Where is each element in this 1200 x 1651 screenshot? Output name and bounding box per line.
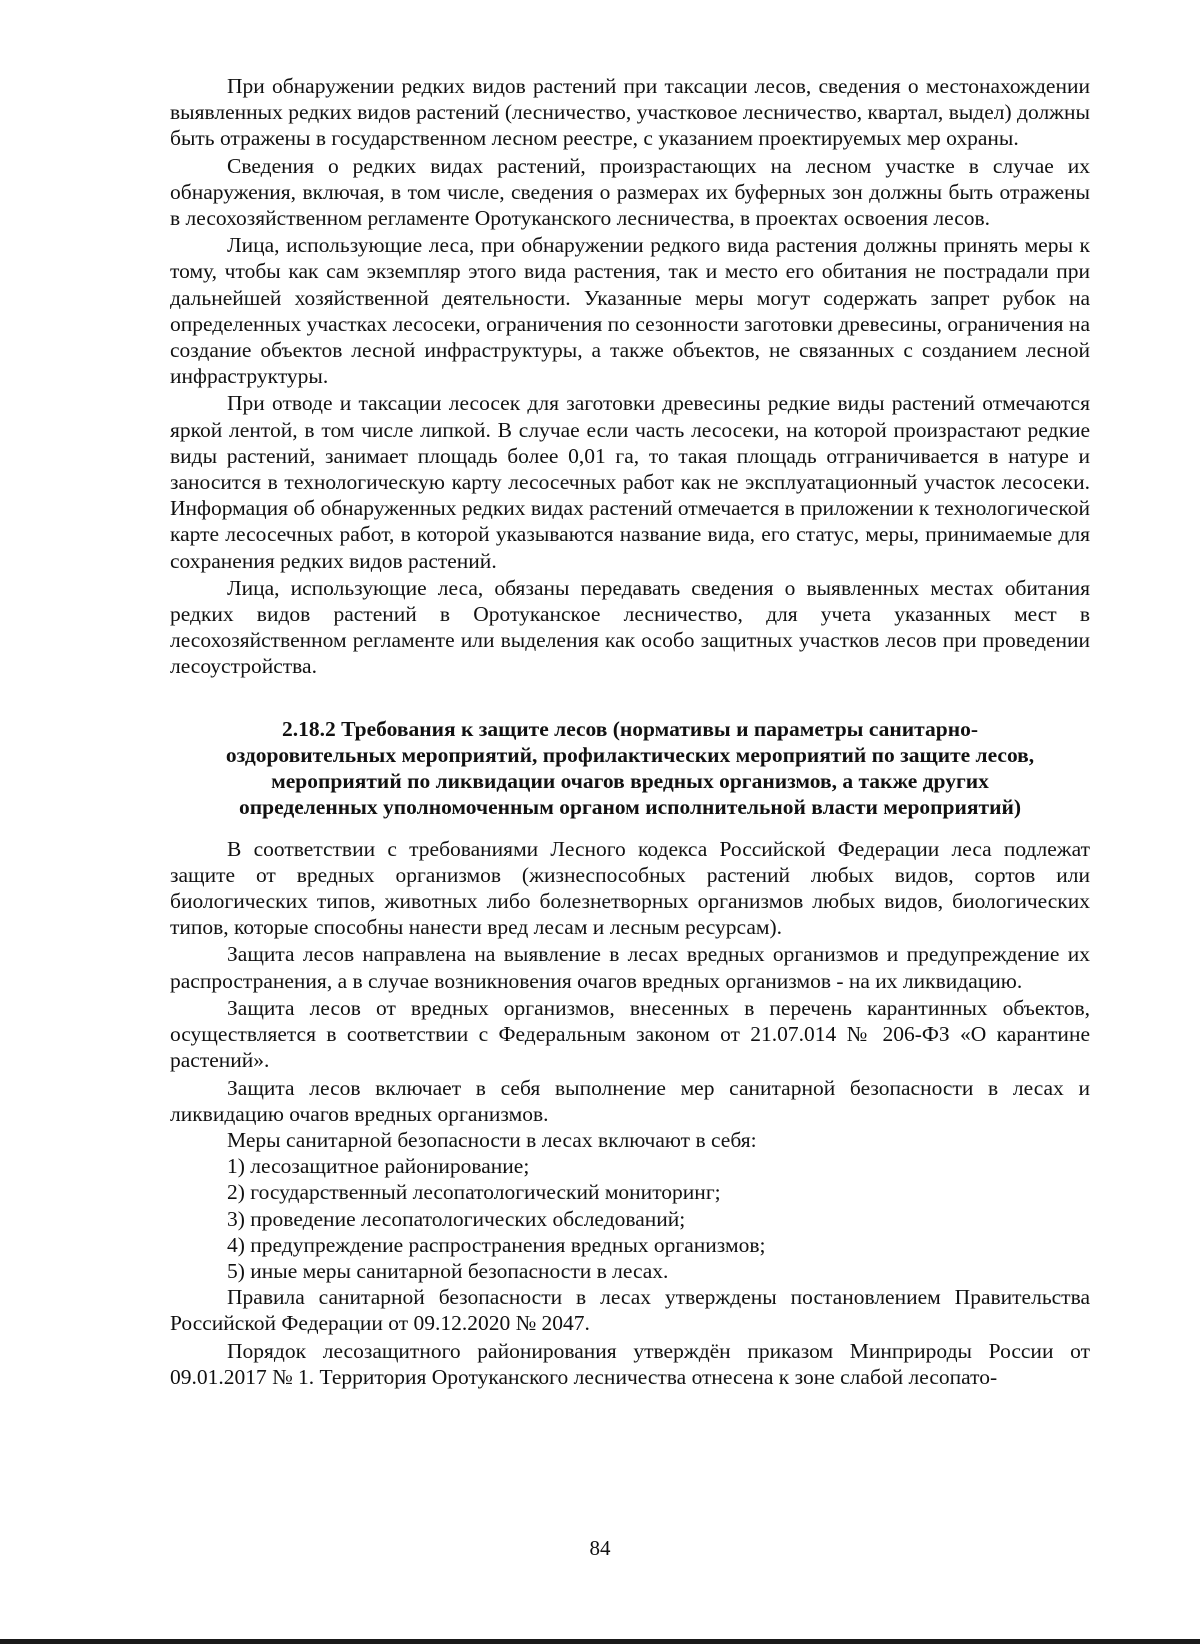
list-item: 4) предупреждение распространения вредных организмов; bbox=[227, 1232, 766, 1257]
page-content bbox=[170, 73, 1090, 1390]
paragraph: Защита лесов направлена на выявление в лесах вредных организмов и предупреждение их распространения, а в случае возникновения очагов вредных организмов - на их ликвидацию. bbox=[170, 942, 1090, 993]
paragraph: Порядок лесозащитного районирования утверждён приказом Минприроды России от 09.01.2017 № 1. Территория Оротуканского лесничества отнесена к зоне слабой лесопато- bbox=[170, 1338, 1090, 1389]
paragraph: Защита лесов от вредных организмов, внесенных в перечень карантинных объектов, осуществляется в соответствии с Федеральным законом от 21.07.014 № 206-ФЗ «О карантине растений». bbox=[170, 995, 1090, 1073]
scan-edge-line bbox=[0, 1639, 1200, 1644]
paragraph: При обнаружении редких видов растений при таксации лесов, сведения о местонахождении выявленных редких видов растений (лесничество, участковое лесничество, квартал, выдел) должны быть отражены в государственном лесном реестре, с указанием проектируемых мер охраны. bbox=[170, 74, 1090, 151]
paragraph: При отводе и таксации лесосек для заготовки древесины редкие виды растений отмечаются яркой лентой, в том числе липкой. В случае если часть лесосеки, на которой произрастают редкие виды растений, занимает площадь более 0,01 га, то такая площадь отграничивается в натуре и заносится в технологическую карту лесосечных работ как не эксплуатационный участок лесосеки. Информация об обнаруженных редких видах растений отмечается в приложении к технологической карте лесосечных работ, в которой указываются название вида, его статус, меры, принимаемые для сохранения редких видов растений. bbox=[170, 391, 1090, 573]
paragraph: Защита лесов включает в себя выполнение мер санитарной безопасности в лесах и ликвидацию очагов вредных организмов. bbox=[170, 1075, 1090, 1126]
list-item: 1) лесозащитное районирование; bbox=[227, 1154, 530, 1179]
paragraph: Лица, использующие леса, обязаны передавать сведения о выявленных местах обитания редких видов растений в Оротуканское лесничество, для учета указанных мест в лесохозяйственном регламенте или выделения как особо защитных участков лесов при проведении лесоустройства. bbox=[170, 575, 1090, 679]
list-item: 2) государственный лесопатологический мониторинг; bbox=[227, 1180, 721, 1205]
paragraph: Лица, использующие леса, при обнаружении редкого вида растения должны принять меры к тому, чтобы как сам экземпляр этого вида растения, так и место его обитания не пострадали при дальнейшей хозяйственной деятельности. Указанные меры могут содержать запрет рубок на определенных участках лесосеки, ограничения по сезонности заготовки древесины, ограничения на создание объектов лесной инфраструктуры, а также объектов, не связанных с созданием лесной инфраструктуры. bbox=[170, 233, 1090, 389]
page-number: 84 bbox=[589, 1536, 611, 1560]
section-heading: 2.18.2 Требования к защите лесов (нормативы и параметры санитарно-оздоровительных мероприятий, профилактических мероприятий по защите лесов, мероприятий по ликвидации очагов вредных организмов, а также других определенных уполномоченным органом исполнительной власти мероприятий) bbox=[225, 716, 1035, 819]
paragraph: Сведения о редких видах растений, произрастающих на лесном участке в случае их обнаружения, включая, в том числе, сведения о размерах их буферных зон должны быть отражены в лесохозяйственном регламенте Оротуканского лесничества, в проектах освоения лесов. bbox=[170, 153, 1090, 231]
paragraph: Правила санитарной безопасности в лесах утверждены постановлением Правительства Российской Федерации от 09.12.2020 № 2047. bbox=[170, 1285, 1090, 1336]
list-item: 5) иные меры санитарной безопасности в лесах. bbox=[227, 1258, 669, 1283]
paragraph: В соответствии с требованиями Лесного кодекса Российской Федерации леса подлежат защите от вредных организмов (жизнеспособных растений любых видов, сортов или биологических типов, животных либо болезнетворных организмов любых видов, биологических типов, которые способны нанести вред лесам и лесным ресурсам). bbox=[170, 836, 1090, 940]
list-item: 3) проведение лесопатологических обследований; bbox=[227, 1206, 686, 1231]
list-intro: Меры санитарной безопасности в лесах включают в себя: bbox=[227, 1127, 757, 1152]
